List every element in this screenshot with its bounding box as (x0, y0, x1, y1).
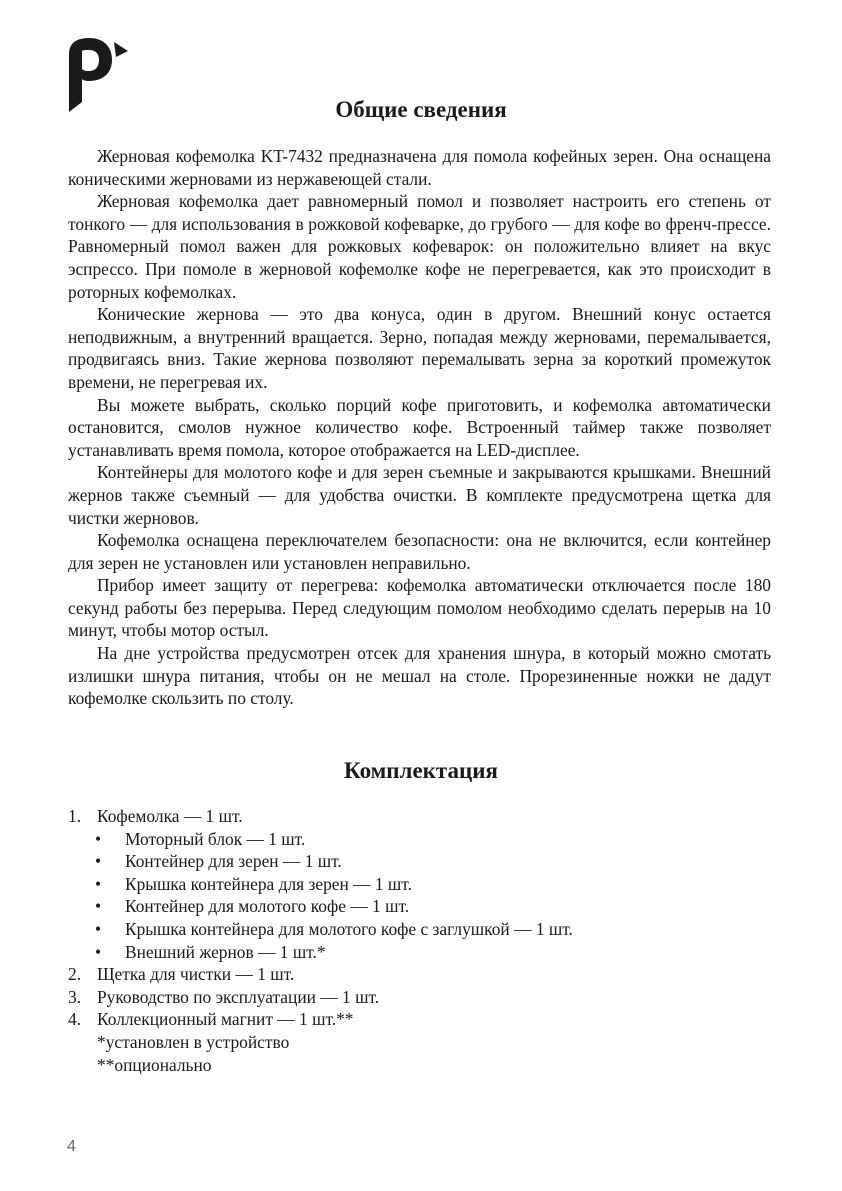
bullet-icon: • (95, 851, 102, 872)
section-title-general: Общие сведения (335, 97, 507, 122)
kit-subitem-label: Внешний жернов — 1 шт.* (125, 941, 326, 962)
bullet-icon: • (95, 941, 102, 962)
kit-footnote: **опционально (97, 1054, 212, 1075)
paragraph: Жерновая кофемолка дает равномерный помол и позволяет настроить его степень от тонкого — для использования в рожковой кофеварке, до грубого — для кофе во френч-прессе. Равномерный помол важен для рожковых кофеварок: он положительно влияет на вкус эспрессо. При помоле в жерновой кофемолке кофе не перегревается, как это происходит в роторных кофемолках. (68, 191, 771, 302)
kit-list (68, 805, 771, 1076)
kit-item-label: Кофемолка — 1 шт. (97, 806, 243, 826)
kit-item-label: Коллекционный магнит — 1 шт.** (97, 1009, 354, 1030)
kit-subitem-label: Крышка контейнера для зерен — 1 шт. (125, 873, 412, 894)
kit-subitem-label: Крышка контейнера для молотого кофе с заглушкой — 1 шт. (125, 918, 573, 939)
section-title-kit: Комплектация (344, 758, 498, 783)
bullet-icon: • (95, 896, 102, 917)
kit-item-number: 4. (68, 1009, 82, 1030)
paragraph: Кофемолка оснащена переключателем безопасности: она не включится, если контейнер для зерен не установлен или установлен неправильно. (68, 530, 771, 573)
kit-subitem (68, 941, 771, 964)
kit-footnote: *установлен в устройство (97, 1031, 290, 1052)
kit-item (68, 963, 771, 986)
kit-item (68, 805, 771, 828)
kit-item-label: Щетка для чистки — 1 шт. (97, 964, 295, 985)
kit-item-number: 1. (68, 806, 82, 826)
kit-subitem (68, 873, 771, 896)
paragraph: Контейнеры для молотого кофе и для зерен съемные и закрываются крышками. Внешний жернов также съемный — для удобства очистки. В комплекте предусмотрена щетка для чистки жерновов. (68, 462, 771, 528)
bullet-icon: • (95, 918, 102, 939)
kit-subitem (68, 918, 771, 941)
kit-subitem (68, 850, 771, 873)
paragraph: На дне устройства предусмотрен отсек для хранения шнура, в который можно смотать излишки шнура питания, чтобы он не мешал на столе. Прорезиненные ножки не дадут кофемолке скользить по столу. (68, 643, 771, 709)
paragraph: Жерновая кофемолка KT-7432 предназначена для помола кофейных зерен. Она оснащена коническими жерновами из нержавеющей стали. (68, 146, 771, 189)
kit-subitem (68, 828, 771, 851)
kit-item-number: 3. (68, 986, 82, 1007)
paragraph: Вы можете выбрать, сколько порций кофе приготовить, и кофемолка автоматически остановится, смолов нужное количество кофе. Встроенный таймер также позволяет устанавливать время помола, которое отображается на LED-дисплее. (68, 394, 771, 460)
kit-item (68, 986, 771, 1009)
bullet-icon: • (95, 873, 102, 894)
bullet-icon: • (95, 828, 102, 849)
paragraph: Прибор имеет защиту от перегрева: кофемолка автоматически отключается после 180 секунд работы без перерыва. Перед следующим помолом необходимо сделать перерыв на 10 минут, чтобы мотор остыл. (68, 575, 771, 641)
general-text (68, 145, 771, 710)
kit-item-label: Руководство по эксплуатации — 1 шт. (97, 986, 380, 1007)
kit-subitem (68, 895, 771, 918)
kit-subitem-label: Контейнер для молотого кофе — 1 шт. (125, 896, 410, 917)
paragraph: Конические жернова — это два конуса, один в другом. Внешний конус остается неподвижным, а внутренний вращается. Зерно, попадая между жерновами, перемалывается, продвигаясь вниз. Такие жернова позволяют перемалывать зерна за короткий промежуток времени, не перегревая их. (68, 304, 771, 392)
kit-subitem-label: Контейнер для зерен — 1 шт. (125, 851, 342, 872)
kit-subitem-label: Моторный блок — 1 шт. (125, 828, 306, 849)
kit-item (68, 1008, 771, 1031)
page-number: 4 (67, 1138, 76, 1155)
kit-item-number: 2. (68, 964, 82, 985)
